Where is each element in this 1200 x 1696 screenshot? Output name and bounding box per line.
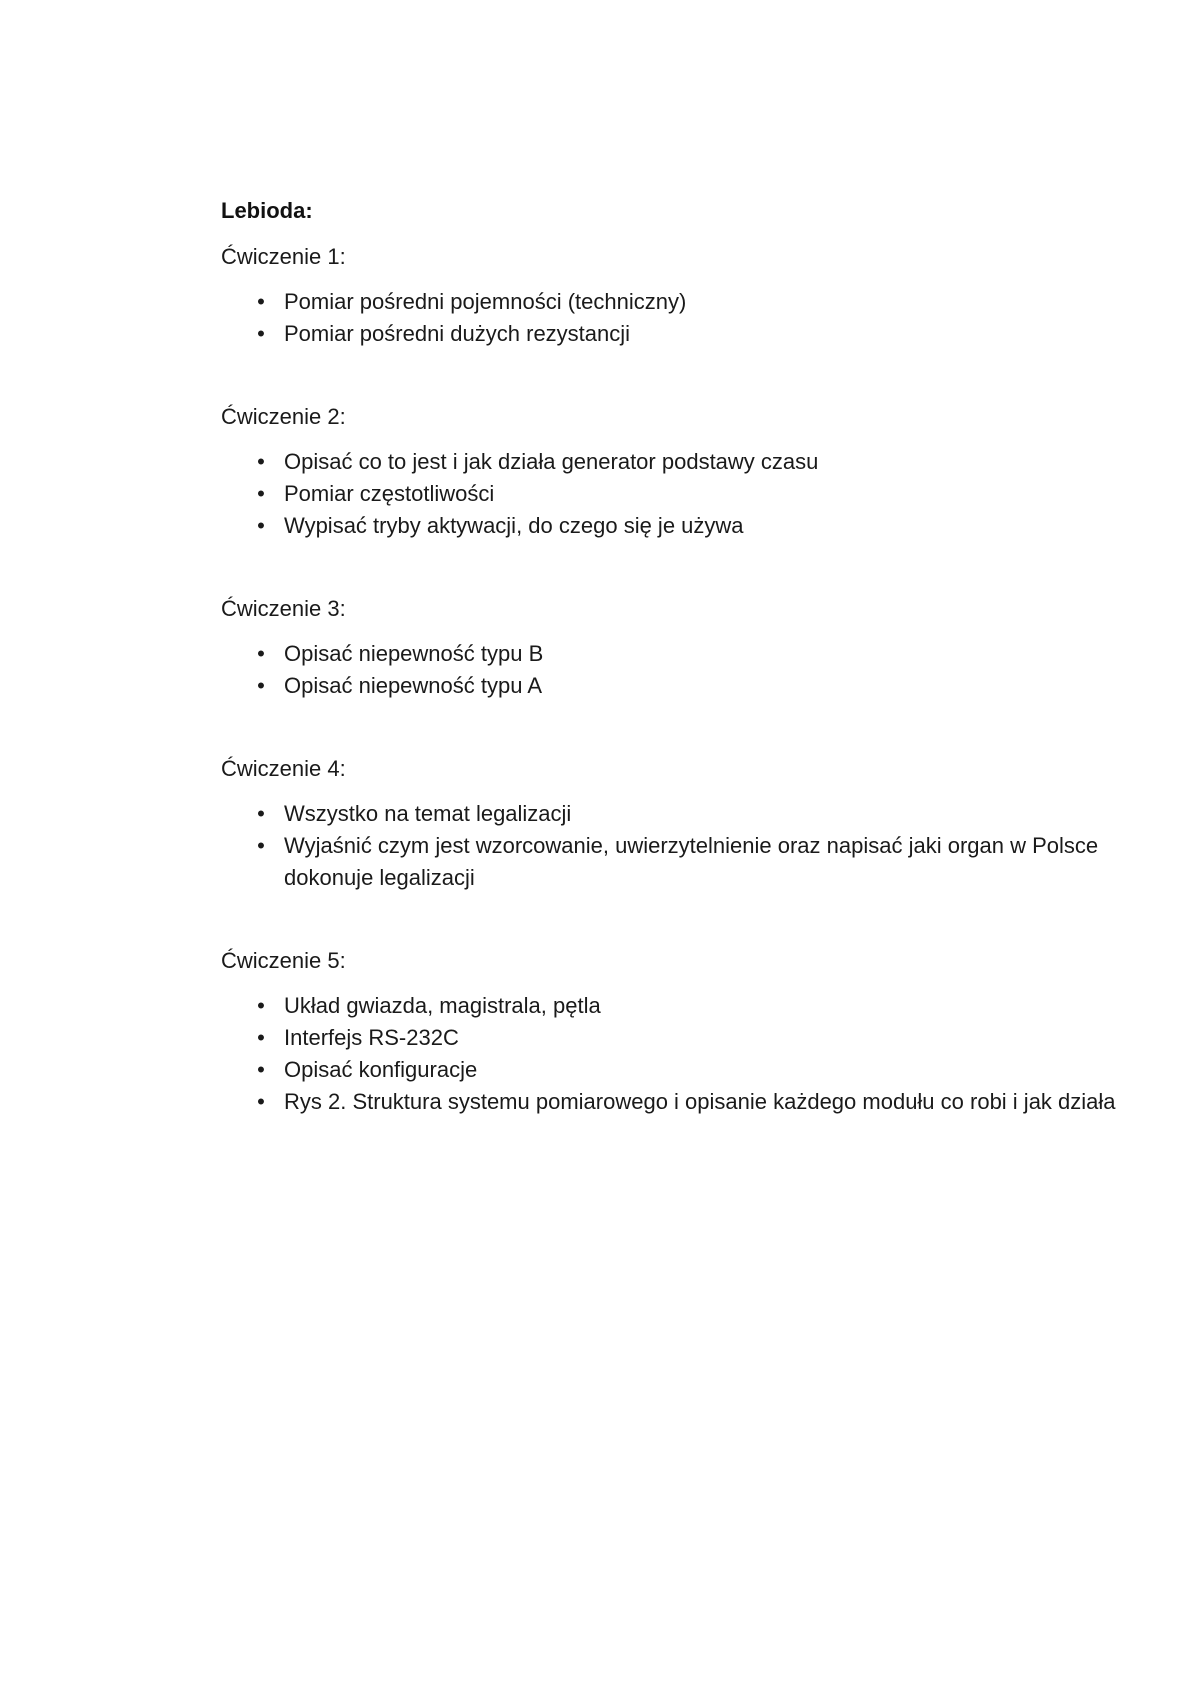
list-item [221, 318, 1121, 350]
list-item-text: Opisać co to jest i jak działa generator podstawy czasu [284, 449, 819, 474]
list-item [221, 1022, 1121, 1054]
list-item [221, 830, 1121, 894]
bullet-icon: • [257, 449, 265, 474]
list-item [221, 798, 1121, 830]
exercise-section [221, 594, 1121, 702]
exercise-item-list [221, 798, 1121, 894]
list-item [221, 478, 1121, 510]
bullet-icon: • [257, 1089, 265, 1114]
exercise-item-list [221, 446, 1121, 542]
exercise-section [221, 402, 1121, 542]
list-item [221, 510, 1121, 542]
bullet-icon: • [257, 641, 265, 666]
exercise-heading: Ćwiczenie 5: [221, 948, 346, 973]
exercise-heading: Ćwiczenie 3: [221, 596, 346, 621]
bullet-icon: • [257, 993, 265, 1018]
list-item-text: Opisać konfiguracje [284, 1057, 478, 1082]
list-item-text: Pomiar pośredni dużych rezystancji [284, 321, 631, 346]
exercise-item-list [221, 286, 1121, 350]
document-content [221, 196, 1121, 1118]
list-item-text: Opisać niepewność typu A [284, 673, 543, 698]
bullet-icon: • [257, 801, 265, 826]
list-item [221, 990, 1121, 1022]
exercise-section [221, 242, 1121, 350]
exercise-heading: Ćwiczenie 1: [221, 244, 346, 269]
bullet-icon: • [257, 289, 265, 314]
bullet-icon: • [257, 673, 265, 698]
exercise-section [221, 946, 1121, 1118]
list-item [221, 670, 1121, 702]
bullet-icon: • [257, 481, 265, 506]
list-item [221, 638, 1121, 670]
exercise-heading: Ćwiczenie 4: [221, 756, 346, 781]
bullet-icon: • [257, 1057, 265, 1082]
list-item-text: Opisać niepewność typu B [284, 641, 544, 666]
list-item-text: Interfejs RS-232C [284, 1025, 459, 1050]
exercise-item-list [221, 990, 1121, 1118]
list-item-text: Pomiar pośredni pojemności (techniczny) [284, 289, 687, 314]
exercise-section [221, 754, 1121, 894]
bullet-icon: • [257, 1025, 265, 1050]
bullet-icon: • [257, 513, 265, 538]
bullet-icon: • [257, 833, 265, 858]
list-item-text: Pomiar częstotliwości [284, 481, 495, 506]
list-item-text: Rys 2. Struktura systemu pomiarowego i opisanie każdego modułu co robi i jak działa [284, 1089, 1116, 1114]
exercise-heading: Ćwiczenie 2: [221, 404, 346, 429]
list-item [221, 286, 1121, 318]
list-item [221, 1054, 1121, 1086]
list-item [221, 1086, 1121, 1118]
list-item-text: Układ gwiazda, magistrala, pętla [284, 993, 601, 1018]
exercise-item-list [221, 638, 1121, 702]
list-item-text: Wszystko na temat legalizacji [284, 801, 572, 826]
list-item-text: Wypisać tryby aktywacji, do czego się je używa [284, 513, 744, 538]
list-item-text: Wyjaśnić czym jest wzorcowanie, uwierzytelnienie oraz napisać jaki organ w Polsce dokonuje legalizacji [284, 833, 1099, 890]
list-item [221, 446, 1121, 478]
bullet-icon: • [257, 321, 265, 346]
document-title: Lebioda: [221, 198, 313, 223]
